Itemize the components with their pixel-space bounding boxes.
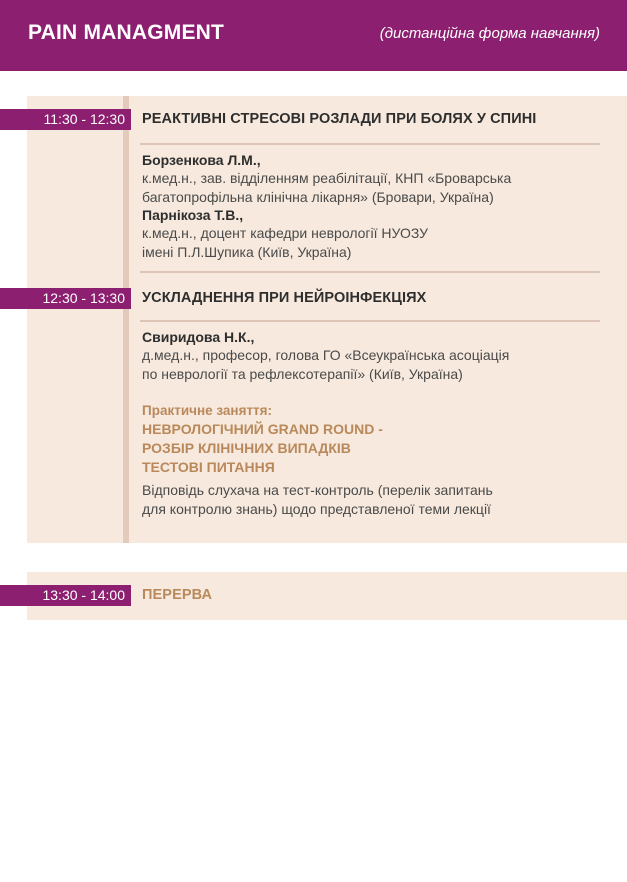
break-title: ПЕРЕРВА (142, 587, 213, 603)
timeline-divider (123, 96, 129, 543)
session-1-title: РЕАКТИВНІ СТРЕСОВІ РОЗЛАДИ ПРИ БОЛЯХ У СПИНІ (142, 111, 537, 127)
divider (140, 143, 600, 145)
practice-description: Відповідь слухача на тест-контроль (перелік запитань для контролю знань) щодо представленої теми лекції (142, 482, 493, 517)
speaker-info: д.мед.н., професор, голова ГО «Всеукраїнська асоціація по неврології та рефлексотерапії» (Київ, Україна) (142, 347, 510, 382)
speaker-name: Свиридова Н.К., (142, 329, 255, 345)
page-title: PAIN MANAGMENT (28, 21, 225, 44)
page-subtitle: (дистанційна форма навчання) (379, 25, 600, 42)
session-2-title: УСКЛАДНЕННЯ ПРИ НЕЙРОІНФЕКЦІЯХ (142, 290, 427, 306)
speaker-name: Борзенкова Л.М., (142, 152, 261, 168)
header-bar (0, 0, 627, 71)
speaker-info: к.мед.н., доцент кафедри неврології НУОЗУ імені П.Л.Шупика (Київ, Україна) (142, 225, 429, 260)
session-1-time: 11:30 - 12:30 (0, 109, 131, 130)
speaker-info: к.мед.н., зав. відділенням реабілітації, КНП «Броварська багатопрофільна клінічна лікарня» (Бровари, Україна) (142, 170, 512, 205)
practice-label: Практичне заняття: (142, 403, 273, 418)
session-2-time: 12:30 - 13:30 (0, 288, 131, 309)
practice-title: НЕВРОЛОГІЧНИЙ GRAND ROUND - РОЗБІР КЛІНІЧНИХ ВИПАДКІВ ТЕСТОВІ ПИТАННЯ (142, 421, 383, 475)
divider (140, 320, 600, 322)
speaker-name: Парнікоза Т.В., (142, 207, 244, 223)
divider (140, 271, 600, 273)
session-3-time: 13:30 - 14:00 (0, 585, 131, 606)
